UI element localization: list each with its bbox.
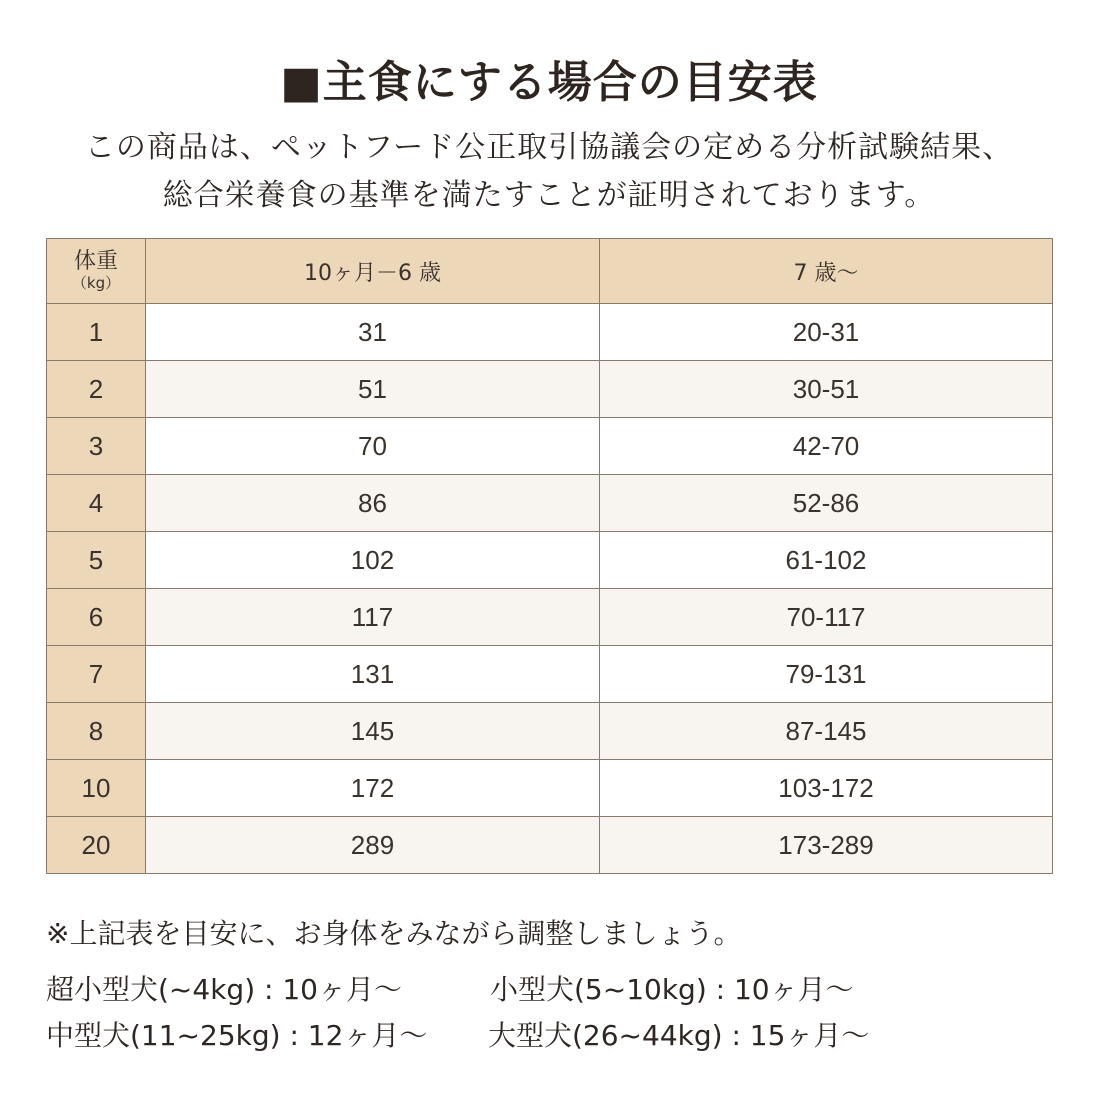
senior-amount-cell: 87-145: [600, 703, 1053, 760]
header-senior: 7 歳～: [600, 239, 1053, 304]
senior-amount-cell: 52-86: [600, 475, 1053, 532]
table-row: [47, 304, 1053, 361]
adult-amount-cell: 131: [146, 646, 600, 703]
senior-amount-cell: 61-102: [600, 532, 1053, 589]
tier-small: 小型犬(5~10kg) : 10ヶ月～: [490, 973, 854, 1006]
table-row: [47, 703, 1053, 760]
table-row: [47, 475, 1053, 532]
table-row: [47, 361, 1053, 418]
weight-cell: 6: [47, 589, 146, 646]
adult-amount-cell: 31: [146, 304, 600, 361]
senior-amount-cell: 42-70: [600, 418, 1053, 475]
weight-cell: 20: [47, 817, 146, 874]
senior-amount-cell: 30-51: [600, 361, 1053, 418]
feeding-guide-table: [46, 238, 1053, 874]
header-weight: [47, 239, 146, 304]
weight-cell: 2: [47, 361, 146, 418]
adult-amount-cell: 51: [146, 361, 600, 418]
tier-large: 大型犬(26~44kg) : 15ヶ月～: [488, 1019, 870, 1052]
intro-line-1: この商品は、ペットフード公正取引協議会の定める分析試験結果、: [84, 130, 1014, 165]
header-weight-label: 体重: [73, 249, 118, 274]
weight-cell: 1: [47, 304, 146, 361]
senior-amount-cell: 103-172: [600, 760, 1053, 817]
tier-extra-small: 超小型犬(~4kg) : 10ヶ月～: [46, 973, 402, 1006]
senior-amount-cell: 79-131: [600, 646, 1053, 703]
table-row: [47, 532, 1053, 589]
intro-line-2: 総合栄養食の基準を満たすことが証明されております。: [162, 178, 936, 213]
header-adult: 10ヶ月－6 歳: [146, 239, 600, 304]
adult-amount-cell: 102: [146, 532, 600, 589]
weight-cell: 8: [47, 703, 146, 760]
table-header-row: [47, 239, 1053, 304]
table-row: [47, 760, 1053, 817]
adult-amount-cell: 70: [146, 418, 600, 475]
table-row: [47, 589, 1053, 646]
weight-cell: 10: [47, 760, 146, 817]
table-row: [47, 418, 1053, 475]
adult-amount-cell: 117: [146, 589, 600, 646]
adult-amount-cell: 172: [146, 760, 600, 817]
adult-amount-cell: 145: [146, 703, 600, 760]
senior-amount-cell: 20-31: [600, 304, 1053, 361]
weight-cell: 3: [47, 418, 146, 475]
weight-cell: 7: [47, 646, 146, 703]
page-title: ■主食にする場合の目安表: [280, 57, 818, 108]
senior-amount-cell: 173-289: [600, 817, 1053, 874]
adult-amount-cell: 86: [146, 475, 600, 532]
senior-amount-cell: 70-117: [600, 589, 1053, 646]
table-row: [47, 646, 1053, 703]
adjustment-note: ※上記表を目安に、お身体をみながら調整しましょう。: [46, 917, 742, 950]
weight-cell: 5: [47, 532, 146, 589]
adult-amount-cell: 289: [146, 817, 600, 874]
table-row: [47, 817, 1053, 874]
header-weight-unit: （kg）: [71, 274, 121, 292]
tier-medium: 中型犬(11~25kg) : 12ヶ月～: [46, 1019, 428, 1052]
weight-cell: 4: [47, 475, 146, 532]
